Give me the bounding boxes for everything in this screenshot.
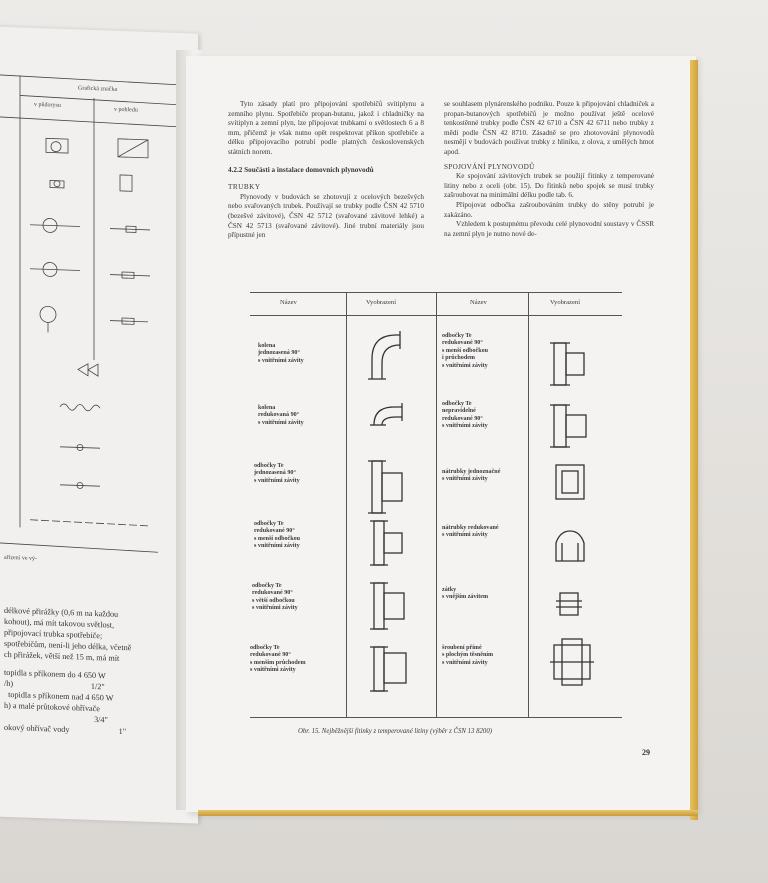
header-vyobrazeni: Vyobrazení: [550, 299, 581, 306]
left-text-line: topidla s příkonem nad 4 650 W: [4, 689, 114, 703]
figure-caption: Obr. 15. Nejběžnější fitinky z temperované litiny (výběr z ČSN 13 8200): [298, 728, 492, 735]
left-text-line: kohout), má mít takovou světlost,: [4, 616, 115, 630]
right-column: [444, 100, 654, 239]
fitting-name: odbočky Te redukované 90° s menším průchodem s vnitřními závity: [250, 645, 306, 674]
header-vyobrazeni: Vyobrazení: [366, 299, 397, 306]
footnote: ařízení ve vý-: [4, 554, 37, 563]
fitting-name: odbočky Te nepravidelné redukované 90° s vnitřními závity: [442, 401, 488, 430]
fitting-name: zátky s vnějším závitem: [442, 587, 489, 601]
header-group: Grafická značka: [78, 85, 118, 93]
book-binding-edge: [690, 60, 698, 820]
subheading-trubky: TRUBKY: [228, 183, 261, 192]
intro-paragraph: Tyto zásady platí pro připojování spotřebičů svítiplynu a zemního plynu. Spotřebiče propan-butanu, jakož i chladničky na svítiplyn a zemní plyn, lze připojovat trubkami o světlostech 6 a 8 mm, přičemž je však nutno opět respektovat příkon spotřebiče a délku připojovacího potrubí podle platných československých státních norem.: [228, 100, 424, 156]
trubky-paragraph: Plynovody v budovách se zhotovují z ocelových bezešvých nebo svařovaných trubek. Používají se trubky podle ČSN 42 5710 (bezešvé závitové), ČSN 42 5712 (svařované závitové lehké) a ČSN 42 5713 (svařované závitové). Jiné trubní materiály jsou přípustné jen: [228, 192, 424, 240]
left-text-line: 3/4": [4, 711, 108, 725]
left-text-line: topidla s příkonem do 4 650 W: [4, 667, 106, 681]
left-text-line: připojovací trubka spotřebiče;: [4, 627, 103, 641]
fitting-name: nátrubky redukované s vnitřními závity: [442, 525, 499, 539]
left-text-line: okový ohřívač vody 1": [4, 722, 127, 737]
fitting-name: odbočky Te redukované 90° s menší odbočkou s vnitřními závity: [254, 521, 301, 550]
header-nazev: Název: [470, 299, 487, 306]
subheading-spojovani: SPOJOVÁNÍ PLYNOVODŮ: [444, 162, 535, 171]
left-text-line: h) a malé průtokové ohřívače: [4, 700, 100, 714]
left-text-line: délkové přirážky (0,6 m na každou: [4, 605, 119, 619]
right-page: [186, 56, 696, 812]
header-nazev: Název: [280, 299, 297, 306]
left-text-line: spotřebičům, není-li jeho délka, včetně: [4, 638, 132, 653]
fitting-name: odbočky Te jednozasená 90° s vnitřními závity: [254, 463, 300, 484]
section-heading: 4.2.2 Součásti a instalace domovních plynovodů: [228, 165, 374, 174]
fitting-name: odbočky Te redukované 90° s větší odbočkou s vnitřními závity: [252, 583, 298, 612]
prevod-paragraph: Vzhledem k postupnému převodu celé plynovodní soustavy v ČSSR na zemní plyn je nutno nové de-: [444, 220, 654, 238]
fitting-name: odbočky Te redukované 90° s menší odbočkou i průchodem s vnitřními závity: [442, 333, 489, 369]
page-number: 29: [642, 748, 650, 757]
symbol-table-lines: [0, 26, 198, 633]
left-page: [0, 26, 198, 823]
header-col2: v pohledu: [114, 106, 138, 114]
fitting-name: šroubení přímé s plochým těsněním s vnitřními závity: [442, 645, 494, 666]
header-col1: v půdorysu: [34, 101, 61, 109]
table-bottom-rule: [250, 717, 622, 718]
left-text-line: /h) 1/2": [4, 678, 105, 692]
left-column: [228, 100, 424, 241]
odbocka-paragraph: Připojovat odbočka zašroubováním trubky do stěny potrubí je zakázáno.: [444, 200, 654, 219]
fitting-name: kolena jednozasená 90° s vnitřními závity: [258, 343, 304, 364]
fitting-drawings: [250, 293, 622, 717]
fitting-name: nátrubky jednoznačné s vnitřními závity: [442, 469, 501, 483]
plyn-paragraph: se souhlasem plynárenského podniku. Pouze k připojování chladniček a propan-butanových spotřebičů je možno používat ještě ocelové tenkostěnné trubky podle ČSN 42 6710 a ČSN 42 6711 nebo trubky z mědi podle ČSN 42 8710. Zásadně se pro zhotovování plynovodů nesmějí v budovách používat trubky z hliníku, z olova, z umělých hmot apod.: [444, 100, 654, 156]
fittings-table: [250, 292, 622, 717]
left-text-line: ch přirážek, větší než 15 m, má mít: [4, 649, 120, 663]
fitting-name: kolena redukovaná 90° s vnitřními závity: [258, 405, 304, 426]
spojovani-paragraph: Ke spojování závitových trubek se použijí fitinky z temperované litiny nebo z oceli (obr. 15). Do fitinků nebo spojek se musí trubky zašroubovat na minimální délku podle tab. 6.: [444, 172, 654, 200]
book-bottom-edge: [198, 810, 698, 816]
